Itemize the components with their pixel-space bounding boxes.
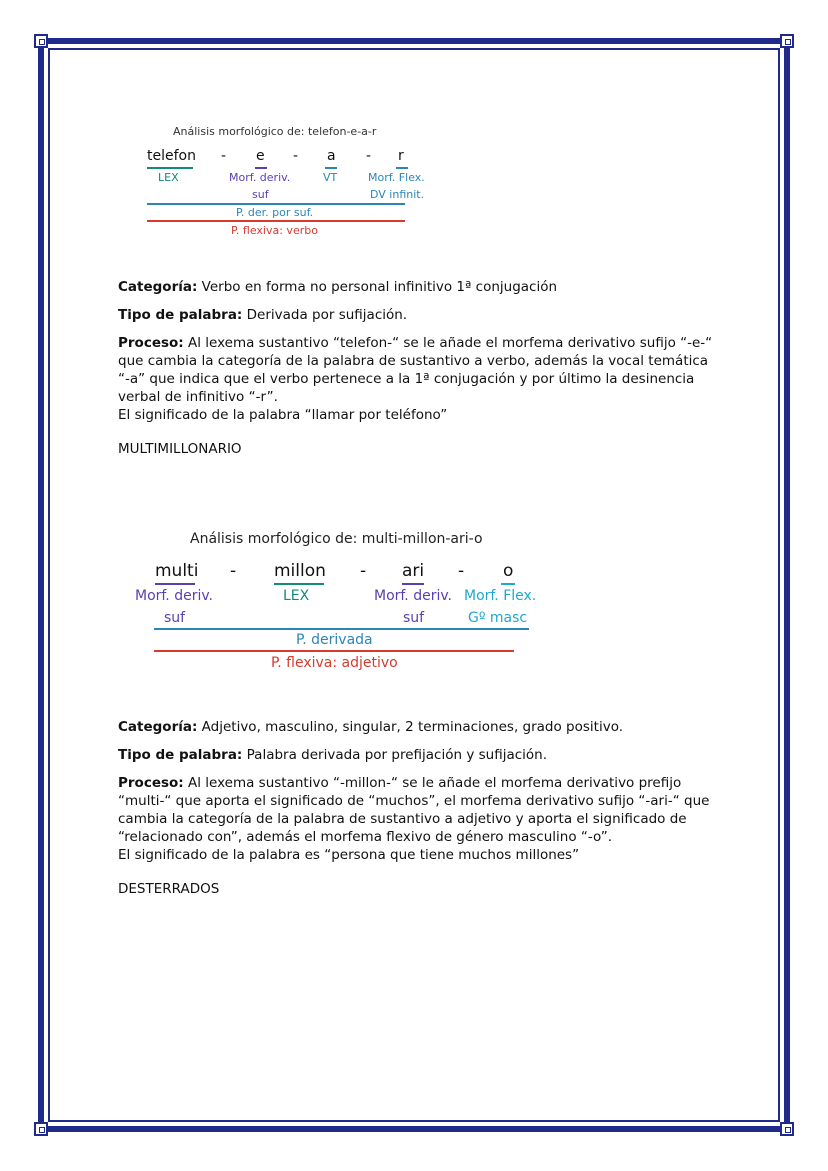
process-text: Al lexema sustantivo “-millon-“ se le añade el morfema derivativo prefijo “multi-“ que aporta el significado de “muchos”, el morfema derivativo sufijo “-ari-“ que cambia la categoría de la palabra de sustantivo a adjetivo y aporta el significado de “relacionado con”, además el morfema flexivo de género masculino “-o”. [118,775,710,845]
label-p-flexiva: P. flexiva: verbo [231,224,318,237]
next-word-heading: MULTIMILLONARIO [118,441,242,457]
category-label: Categoría: [118,719,198,735]
segment-dash: - [221,148,227,164]
category-value: Adjetivo, masculino, singular, 2 terminaciones, grado positivo. [197,719,624,735]
label-dv: DV infinit. [370,188,425,201]
word-type-value: Derivada por sufijación. [242,307,408,323]
category-value: Verbo en forma no personal infinitivo 1ª conjugación [197,279,558,295]
derived-word-line [147,203,405,205]
process-label: Proceso: [118,775,184,791]
word-segment: r [398,148,404,164]
word-segment: o [503,561,514,581]
analysis-text-telefonear [118,278,718,468]
label-morf-flex: Morf. Flex. [368,171,425,184]
label-suf: suf [403,610,425,626]
frame-corner-ornament [34,1122,48,1136]
derived-word-line [154,628,529,630]
lex-underline [147,167,193,169]
process-paragraph [118,334,718,406]
prefix-underline [155,583,195,585]
process-paragraph [118,774,718,846]
word-segment: e [256,148,265,164]
diagram-title: Análisis morfológico de: multi-millon-ari-o [190,531,483,547]
word-segment: telefon [147,148,196,164]
label-morf-deriv-suffix: Morf. deriv. [374,588,453,604]
label-vt: VT [323,171,338,184]
meaning-line: El significado de la palabra “llamar por teléfono” [118,407,448,423]
lex-underline [274,583,324,585]
frame-corner-ornament [34,34,48,48]
label-gender-masc: Gº masc [468,610,528,626]
word-segment: ari [402,561,425,581]
label-p-der: P. der. por suf. [236,206,314,219]
analysis-text-multimillonario [118,718,718,908]
label-morf-deriv: Morf. deriv. [229,171,291,184]
segment-dash: - [293,148,299,164]
suffix-underline [402,583,424,585]
category-label: Categoría: [118,279,198,295]
label-suf: suf [252,188,269,201]
label-suf: suf [164,610,186,626]
meaning-line: El significado de la palabra es “persona que tiene muchos millones” [118,847,580,863]
deriv-underline [255,167,267,169]
word-segment: a [327,148,336,164]
label-p-derivada: P. derivada [296,632,373,648]
category-line [118,718,718,736]
word-type-label: Tipo de palabra: [118,747,243,763]
label-morf-deriv-prefix: Morf. deriv. [135,588,214,604]
inflected-word-line [154,650,514,652]
word-type-label: Tipo de palabra: [118,307,243,323]
inflected-word-line [147,220,405,222]
flex-underline [501,583,515,585]
page-border-inner [48,48,780,1122]
word-segment: multi [155,561,199,581]
segment-dash: - [360,561,367,581]
word-type-line [118,746,718,764]
next-word-heading: DESTERRADOS [118,881,220,897]
label-lex: LEX [283,588,310,604]
word-type-line [118,306,718,324]
segment-dash: - [230,561,237,581]
process-text: Al lexema sustantivo “telefon-“ se le añade el morfema derivativo sufijo “-e-“ que cambia la categoría de la palabra de sustantivo a verbo, además la vocal temática “-a” que indica que el verbo pertenece a la 1ª conjugación y por último la desinencia verbal de infinitivo “-r”. [118,335,713,405]
segment-dash: - [366,148,372,164]
frame-corner-ornament [780,1122,794,1136]
label-morf-flex: Morf. Flex. [464,588,537,604]
category-line [118,278,718,296]
label-p-flexiva: P. flexiva: adjetivo [271,655,398,671]
flex-underline [396,167,408,169]
segment-dash: - [458,561,465,581]
diagram-title: Análisis morfológico de: telefon-e-a-r [173,125,377,138]
frame-corner-ornament [780,34,794,48]
label-lex: LEX [158,171,179,184]
vt-underline [325,167,337,169]
word-segment: millon [274,561,326,581]
word-type-value: Palabra derivada por prefijación y sufijación. [242,747,548,763]
process-label: Proceso: [118,335,184,351]
